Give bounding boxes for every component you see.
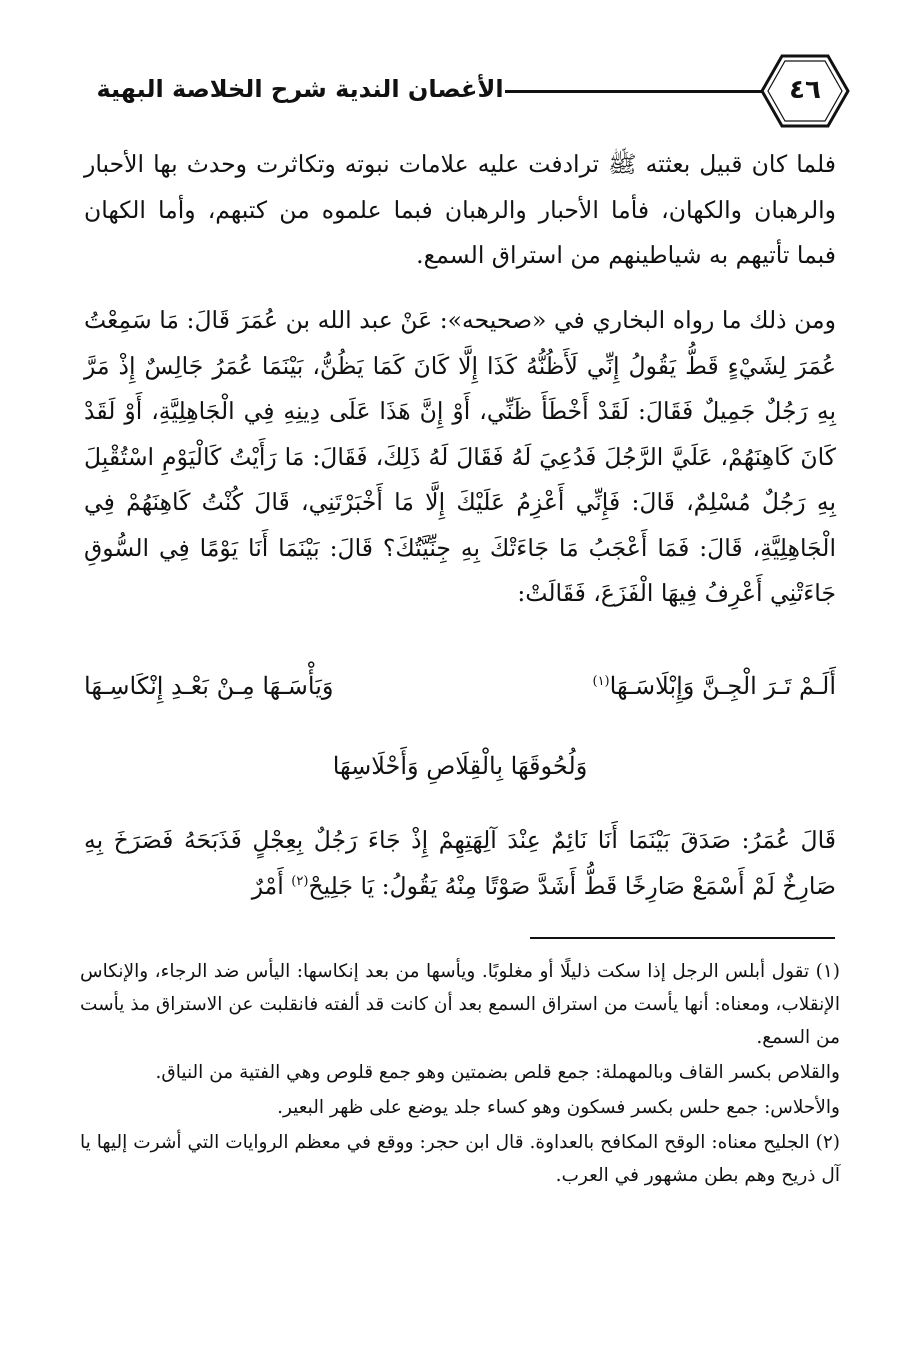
paragraph-omar-text: قَالَ عُمَرُ: صَدَقَ بَيْنَمَا أَنَا نَائِمٌ عِنْدَ آلِهَتِهِمْ إِذْ جَاءَ رَجُلٌ بِعِجْلٍ فَذَبَحَهُ فَصَرَخَ بِهِ صَارِخٌ لَمْ أَسْمَعْ صَارِخًا قَطُّ أَشَدَّ صَوْتًا مِنْهُ يَقُولُ: يَا جَلِيحْ — [84, 826, 836, 900]
footnote-separator — [530, 937, 835, 939]
verse-1-first-text: أَلَـمْ تَـرَ الْجِـنَّ وَإِبْلَاسَـهَا — [609, 672, 836, 700]
verse-1-second-hemistich: وَيَأْسَـهَا مِـنْ بَعْـدِ إِنْكَاسِـهَا — [84, 672, 334, 700]
footnote-2 — [80, 1126, 840, 1192]
footnote-1-ahlas: والأحلاس: جمع حلس بكسر فسكون وهو كساء جلد يوضع على ظهر البعير. — [277, 1097, 840, 1118]
paragraph-omar — [84, 818, 836, 909]
verse-2: وَلُحُوقَهَا بِالْقِلَاصِ وَأَحْلَاسِهَا — [332, 752, 588, 780]
paragraph-hadith: ومن ذلك ما رواه البخاري في «صحيحه»: عَنْ عبد الله بن عُمَرَ قَالَ: مَا سَمِعْتُ عُمَرَ لِشَيْءٍ قَطُّ يَقُولُ إِنِّي لَأَظُنُّهُ كَذَا إِلَّا كَانَ كَمَا يَظُنُّ، بَيْنَمَا عُمَرُ جَالِسٌ إِذْ مَرَّ بِهِ رَجُلٌ جَمِيلٌ فَقَالَ: لَقَدْ أَخْطَأَ ظَنِّي، أَوْ إِنَّ هَذَا عَلَى دِينِهِ فِي الْجَاهِلِيَّةِ، أَوْ لَقَدْ كَانَ كَاهِنَهُمْ، عَلَيَّ الرَّجُلَ فَدُعِيَ لَهُ فَقَالَ لَهُ ذَلِكَ، فَقَالَ: مَا رَأَيْتُ كَالْيَوْمِ اسْتُقْبِلَ بِهِ رَجُلٌ مُسْلِمٌ، قَالَ: فَإِنِّي أَعْزِمُ عَلَيْكَ إِلَّا مَا أَخْبَرْتَنِي، قَالَ كُنْتُ كَاهِنَهُمْ فِي الْجَاهِلِيَّةِ، قَالَ: فَمَا أَعْجَبُ مَا جَاءَتْكَ بِهِ جِنِّيَّتُكَ؟ قَالَ: بَيْنَمَا أَنَا يَوْمًا فِي السُّوقِ جَاءَتْنِي أَعْرِفُ فِيهَا الْفَزَعَ، فَقَالَتْ: — [84, 306, 836, 607]
footnotes — [80, 955, 840, 1194]
footnote-ref-2[interactable]: (٢) — [291, 873, 309, 889]
footnote-1-mark: (١) — [815, 961, 840, 982]
footnote-1-qilas: والقلاص بكسر القاف وبالمهملة: جمع قلص بضمتين وهو جمع قلوص وهي الفتية من النياق. — [155, 1062, 840, 1083]
footnote-ref-1[interactable]: (١) — [592, 674, 610, 689]
footnote-2-text: الجليح معناه: الوقح المكافح بالعداوة. قال ابن حجر: ووقع في معظم الروايات التي أشرت إليها يا آل ذريح وهم بطن مشهور في العرب. — [80, 1132, 840, 1186]
page-number: ٤٦ — [789, 75, 821, 105]
header-rule — [505, 90, 773, 93]
footnote-1-text: تقول أبلس الرجل إذا سكت ذليلًا أو مغلوبًا. ويأسها من بعد إنكاسها: اليأس ضد الرجاء، والإنكاس الإنقلاب، ومعناه: أنها يأست من استراق السمع بعد أن كانت قد ألفته فانقلبت عن الاستراق مذ يأست من السمع. — [80, 961, 840, 1048]
footnote-1 — [80, 955, 840, 1054]
paragraph-intro: فلما كان قبيل بعثته ﷺ ترادفت عليه علامات نبوته وتكاثرت وحدث بها الأحبار والرهبان والكهان، فأما الأحبار والرهبان فبما علموه من كتبهم، وأما الكهان فبما تأتيهم به شياطينهم من استراق السمع. — [84, 150, 836, 269]
running-header — [70, 52, 850, 132]
footnote-2-mark: (٢) — [815, 1132, 840, 1153]
page-number-badge — [760, 52, 850, 130]
verse-1-first-hemistich — [466, 672, 836, 700]
paragraph-omar-tail: أَمْرٌ — [251, 871, 292, 900]
book-title: الأغصان الندية شرح الخلاصة البهية — [96, 75, 504, 103]
